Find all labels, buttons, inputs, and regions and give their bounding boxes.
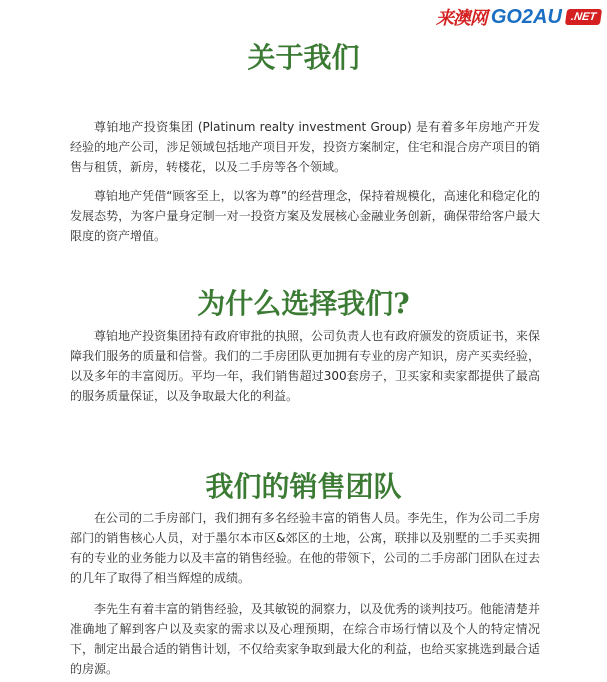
paragraph-about-philosophy: 尊铂地产凭借“顾客至上，以客为尊”的经营理念，保持着规模化，高速化和稳定化的发展态势，为客户量身定制一对一投资方案及发展核心金融业务创新，确保带给客户最大限度的资产增值。 xyxy=(70,189,540,243)
heading-sales-team: 我们的销售团队 xyxy=(205,470,402,503)
watermark-brand-text: GO2AU xyxy=(490,5,562,28)
watermark-chinese-text: 来澳网 xyxy=(435,8,487,28)
paragraph-why-choose-us: 尊铂地产投资集团持有政府审批的执照，公司负责人也有政府颁发的资质证书，来保障我们服务的质量和信誉。我们的二手房团队更加拥有专业的房产知识，房产买卖经验，以及多年的丰富阅历。平均一年，我们销售超过300套房子，卫买家和卖家都提供了最高的服务质量保证，以及争取最大化的利益。 xyxy=(70,329,540,403)
heading-why-choose-us: 为什么选择我们? xyxy=(197,287,410,320)
paragraph-sales-team-lead: 李先生有着丰富的销售经验，及其敏锐的洞察力，以及优秀的谈判技巧。他能清楚并准确地了解到客户以及卖家的需求以及心理预期，在综合市场行情以及个人的特定情况下，制定出最合适的销售计划，不仅给卖家争取到最大化的利益，也给买家挑选到最合适的房源。 xyxy=(70,602,540,676)
watermark-logo xyxy=(436,4,601,30)
watermark-domain-badge: .NET xyxy=(565,9,602,25)
paragraph-about-intro: 尊铂地产投资集团 (Platinum realty investment Group) 是有着多年房地产开发经验的地产公司，涉足领域包括地产项目开发，投资方案制定，住宅和混合房产项目的销售与租赁，新房，转楼花，以及二手房等各个领域。 xyxy=(70,120,540,174)
heading-about-us: 关于我们 xyxy=(247,41,360,74)
paragraph-sales-team-intro: 在公司的二手房部门，我们拥有多名经验丰富的销售人员。李先生，作为公司二手房部门的销售核心人员，对于墨尔本市区&郊区的土地，公寓，联排以及别墅的二手买卖拥有的专业的业务能力以及丰富的销售经验。在他的带领下，公司的二手房部门团队在过去的几年了取得了相当辉煌的成绩。 xyxy=(70,511,540,585)
